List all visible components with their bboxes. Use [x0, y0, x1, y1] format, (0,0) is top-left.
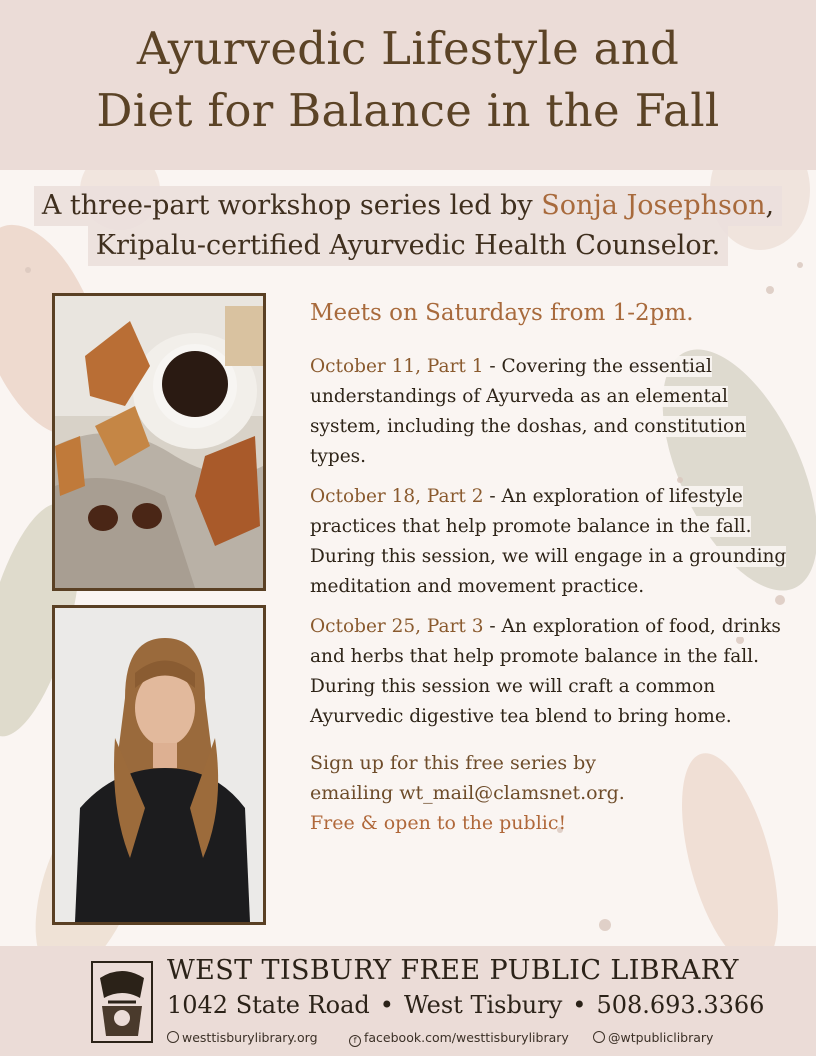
session-date-label: October 18, Part 2 [310, 486, 484, 507]
subtitle-line-2: Kripalu-certified Ayurvedic Health Counselor. [88, 226, 728, 266]
title-line-1: Ayurvedic Lifestyle and [136, 22, 680, 75]
session-item [310, 352, 790, 472]
schedule-text: Meets on Saturdays from 1-2pm. [310, 300, 694, 326]
signup-email-line[interactable]: emailing wt_mail@clamsnet.org. [310, 782, 625, 804]
footer [0, 946, 816, 1056]
website-text: westtisburylibrary.org [182, 1030, 318, 1045]
free-open-text: Free & open to the public! [310, 812, 567, 834]
signup-line-1: Sign up for this free series by [310, 752, 597, 774]
globe-icon [167, 1031, 179, 1043]
title-line-2: Diet for Balance in the Fall [96, 84, 720, 137]
address-street: 1042 State Road [167, 991, 370, 1019]
instagram-link[interactable] [593, 1030, 713, 1045]
signup-block [310, 748, 790, 838]
subtitle-prefix: A three-part workshop series led by [41, 190, 542, 221]
page-title [0, 18, 816, 142]
instagram-text: @wtpubliclibrary [608, 1030, 714, 1045]
facebook-link[interactable] [349, 1030, 569, 1047]
separator-dot: • [379, 991, 394, 1019]
instructor-portrait-photo [52, 605, 266, 925]
title-band [0, 0, 816, 170]
library-address [167, 988, 764, 1022]
tea-leaves-photo [52, 293, 266, 591]
session-item [310, 482, 790, 602]
phone-number: 508.693.3366 [596, 991, 765, 1019]
session-description: - Covering the essential understandings of Ayurveda as an elemental system, including the doshas, and constitution types. [310, 356, 747, 467]
website-link[interactable] [167, 1030, 318, 1045]
facebook-text: facebook.com/westtisburylibrary [364, 1030, 569, 1045]
leader-name: Sonja Josephson [541, 190, 766, 221]
subtitle-line-1 [34, 186, 782, 226]
session-description: - An exploration of lifestyle practices that help promote balance in the fall. During this session, we will engage in a grounding meditation and movement practice. [310, 486, 787, 597]
library-logo [88, 958, 156, 1046]
subtitle-suffix: , [765, 190, 775, 221]
session-description: - An exploration of food, drinks and herbs that help promote balance in the fall. During this session we will craft a common Ayurvedic digestive tea blend to bring home. [310, 616, 781, 727]
instagram-icon [593, 1031, 605, 1043]
session-date-label: October 25, Part 3 [310, 616, 484, 637]
facebook-icon: f [349, 1035, 361, 1047]
library-name: WEST TISBURY FREE PUBLIC LIBRARY [167, 955, 739, 986]
subtitle [0, 186, 816, 266]
separator-dot: • [572, 991, 587, 1019]
session-item [310, 612, 790, 732]
session-date-label: October 11, Part 1 [310, 356, 484, 377]
details-column [310, 296, 790, 838]
address-town: West Tisbury [403, 991, 563, 1019]
